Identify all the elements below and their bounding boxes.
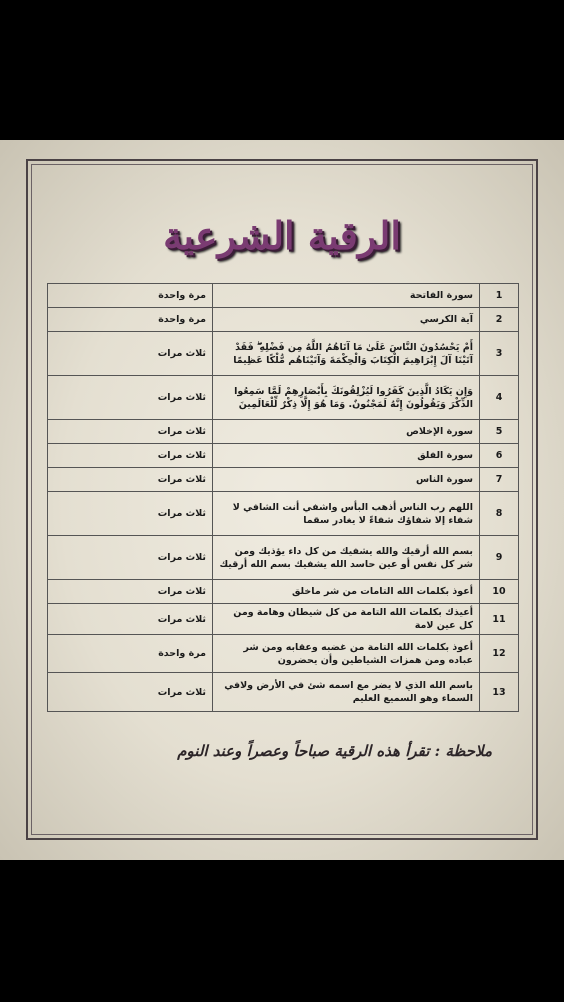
row-text: سورة الناس bbox=[213, 468, 480, 492]
table-row bbox=[48, 580, 519, 604]
row-count: مرة واحدة bbox=[48, 635, 213, 673]
row-number: 7 bbox=[480, 468, 519, 492]
row-number: 5 bbox=[480, 420, 519, 444]
table-row bbox=[48, 332, 519, 376]
table-row bbox=[48, 444, 519, 468]
row-text: أعوذ بكلمات الله التامات من شر ماخلق bbox=[213, 580, 480, 604]
row-text: آية الكرسي bbox=[213, 308, 480, 332]
table-row bbox=[48, 604, 519, 635]
row-count: ثلاث مرات bbox=[48, 420, 213, 444]
row-number: 2 bbox=[480, 308, 519, 332]
row-text: باسم الله الذي لا يضر مع اسمه شئ في الأرض ولافي السماء وهو السميع العليم bbox=[213, 673, 480, 712]
table-row bbox=[48, 376, 519, 420]
table-row bbox=[48, 284, 519, 308]
page-border bbox=[26, 159, 538, 840]
table-row bbox=[48, 673, 519, 712]
row-count: ثلاث مرات bbox=[48, 444, 213, 468]
row-count: ثلاث مرات bbox=[48, 673, 213, 712]
table-row bbox=[48, 468, 519, 492]
row-number: 10 bbox=[480, 580, 519, 604]
row-number: 1 bbox=[480, 284, 519, 308]
row-count: ثلاث مرات bbox=[48, 376, 213, 420]
table-row bbox=[48, 308, 519, 332]
table-row bbox=[48, 536, 519, 580]
row-count: ثلاث مرات bbox=[48, 492, 213, 536]
row-text: سورة الفلق bbox=[213, 444, 480, 468]
row-text: اللهم رب الناس أذهب البأس واشفي أنت الشافي لا شفاء إلا شفاؤك شفاءً لا يغادر سقما bbox=[213, 492, 480, 536]
row-number: 6 bbox=[480, 444, 519, 468]
row-count: ثلاث مرات bbox=[48, 536, 213, 580]
document-page bbox=[0, 140, 564, 860]
table-row bbox=[48, 635, 519, 673]
row-text: وَإِن يَكَادُ الَّذِينَ كَفَرُوا لَيُزْلِقُونَكَ بِأَبْصَارِهِمْ لَمَّا سَمِعُوا الذِّكْرَ وَيَقُولُونَ إِنَّهُ لَمَجْنُونٌ. وَمَا هُوَ إِلَّا ذِكْرٌ لِّلْعَالَمِينَ bbox=[213, 376, 480, 420]
row-text: بسم الله أرقيك والله يشفيك من كل داء يؤذيك ومن شر كل نفس أو عين حاسد الله يشفيك بسم الله أرقيك bbox=[213, 536, 480, 580]
row-count: ثلاث مرات bbox=[48, 468, 213, 492]
row-text: أَمْ يَحْسُدُونَ النَّاسَ عَلَىٰ مَا آتَاهُمُ اللَّهُ مِن فَضْلِهِ ۖ فَقَدْ آتَيْنَا آلَ إِبْرَاهِيمَ الْكِتَابَ وَالْحِكْمَةَ وَآتَيْنَاهُم مُّلْكًا عَظِيمًا bbox=[213, 332, 480, 376]
row-count: مرة واحدة bbox=[48, 284, 213, 308]
row-count: مرة واحدة bbox=[48, 308, 213, 332]
row-number: 13 bbox=[480, 673, 519, 712]
row-count: ثلاث مرات bbox=[48, 604, 213, 635]
row-number: 11 bbox=[480, 604, 519, 635]
ruqya-table bbox=[47, 283, 519, 712]
row-text: سورة الفاتحة bbox=[213, 284, 480, 308]
table-row bbox=[48, 420, 519, 444]
usage-note: ملاحظة : تقرأ هذه الرقية صباحاً وعصراً وعند النوم bbox=[177, 742, 492, 760]
row-number: 9 bbox=[480, 536, 519, 580]
row-count: ثلاث مرات bbox=[48, 580, 213, 604]
row-number: 8 bbox=[480, 492, 519, 536]
table-row bbox=[48, 492, 519, 536]
row-count: ثلاث مرات bbox=[48, 332, 213, 376]
row-number: 4 bbox=[480, 376, 519, 420]
row-number: 12 bbox=[480, 635, 519, 673]
row-number: 3 bbox=[480, 332, 519, 376]
page-title: الرقية الشرعية bbox=[163, 213, 401, 258]
row-text: أعيذك بكلمات الله التامة من كل شيطان وهامة ومن كل عين لامة bbox=[213, 604, 480, 635]
row-text: سورة الإخلاص bbox=[213, 420, 480, 444]
row-text: أعوذ بكلمات الله التامة من غضبه وعقابه ومن شر عباده ومن همزات الشياطين وأن يحضرون bbox=[213, 635, 480, 673]
